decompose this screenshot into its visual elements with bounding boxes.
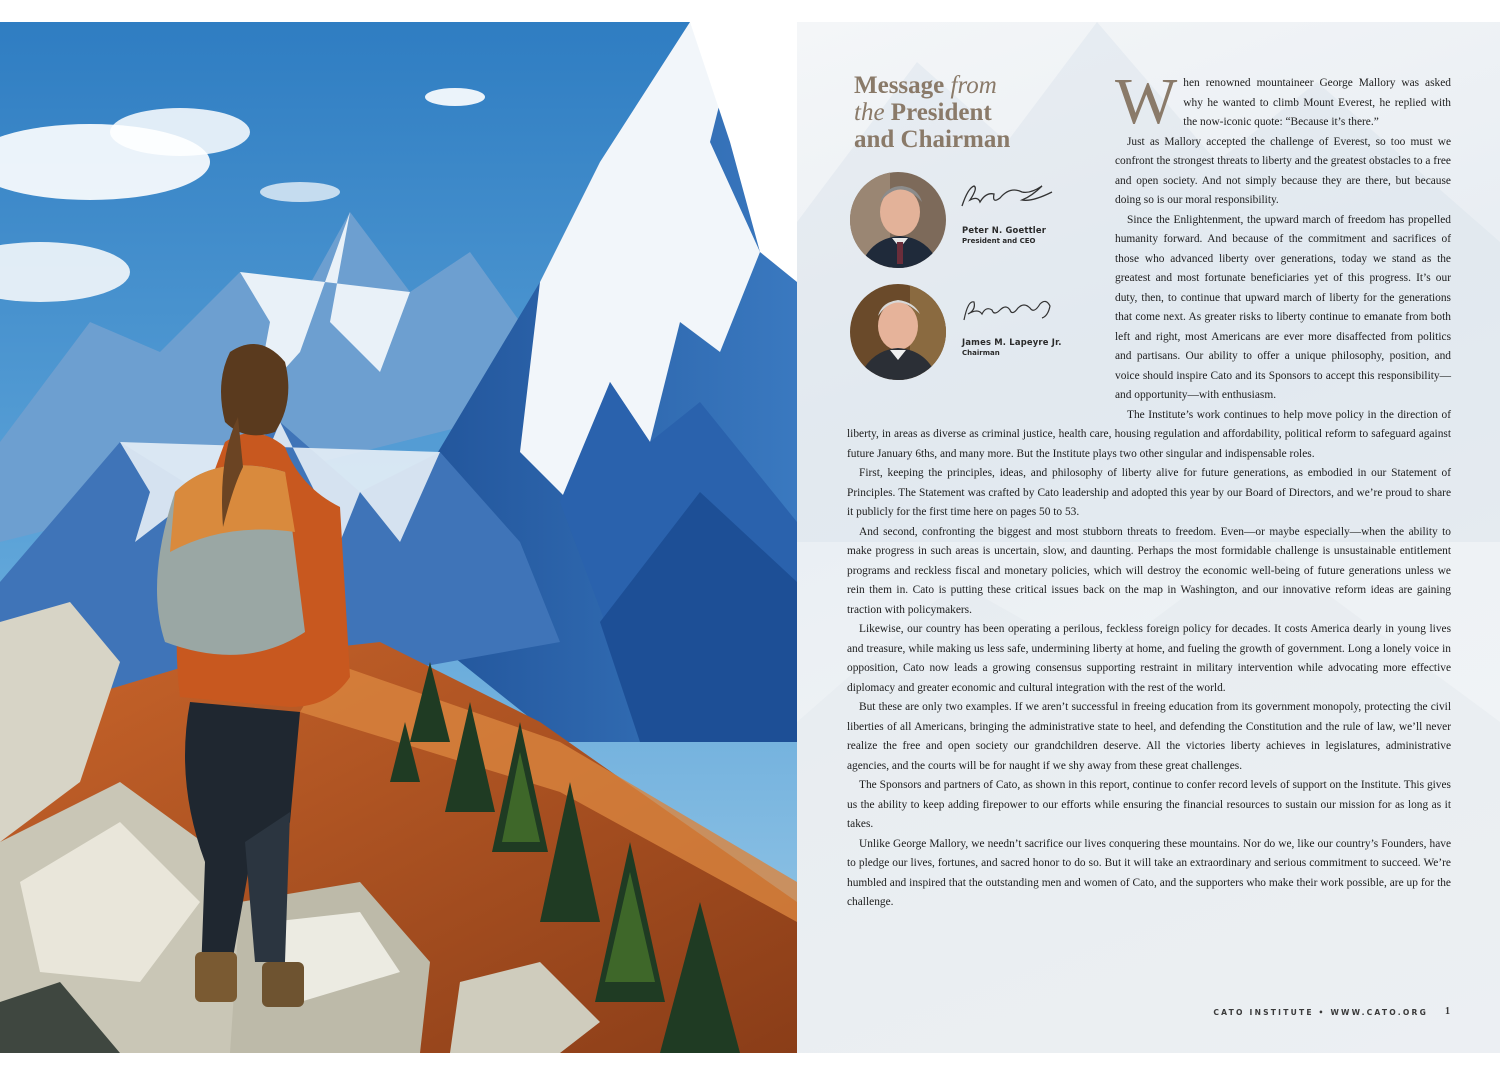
page-title: Message from the President and Chairman bbox=[854, 72, 1011, 153]
paragraph: Unlike George Mallory, we needn’t sacrifice our lives conquering these mountains. Nor do we, like our country’s Founders, have to pledge our lives, fortunes, and sacred honor to do so. But it will take an extraordinary and serious commitment to succeed. We’re humbled and inspired that the outstanding men and women of Cato, and the supporters who make their work possible, are up for the challenge. bbox=[847, 837, 1451, 908]
paragraph: Just as Mallory accepted the challenge of Everest, so too must we confront the strongest threats to liberty and the greatest obstacles to a free and open society. And not simply because they are there, but because doing so is our moral responsibility. bbox=[1115, 135, 1451, 206]
paragraph: hen renowned mountaineer George Mallory was asked why he wanted to climb Mount Everest, he replied with the now-iconic quote: “Because it’s there.” bbox=[1183, 77, 1451, 128]
footer-org: CATO INSTITUTE • WWW.CATO.ORG bbox=[1213, 1008, 1428, 1017]
paragraph: And second, confronting the biggest and most stubborn threats to freedom. Even—or maybe especially—when the ability to make progress in such areas is uncertain, slow, and daunting. Perhaps the most formidable challenge is unsustainable entitlement programs and reckless fiscal and monetary policies, which will destroy the economic well-being of future generations unless we rein them in. Cato is putting these critical issues back on the map in Washington, and our innovative reform ideas are gaining traction with policymakers. bbox=[847, 525, 1451, 616]
mountain-hiker-illustration bbox=[0, 22, 797, 1053]
letter-page bbox=[797, 22, 1500, 1053]
chairman-title: Chairman bbox=[962, 349, 1000, 357]
paragraph: Likewise, our country has been operating a perilous, feckless foreign policy for decades. It costs America dearly in young lives and treasure, while making us less safe, undermining liberty at home, and fueling the growth of government. Long a lonely voice in opposition, Cato now leads a growing consensus supporting restraint in military intervention while advocating more effective diplomacy and greater economic and cultural integration with the rest of the world. bbox=[847, 623, 1451, 694]
chairman-name: James M. Lapeyre Jr. bbox=[962, 337, 1062, 347]
drop-cap: W bbox=[1115, 65, 1178, 138]
letter-body bbox=[847, 65, 1451, 913]
paragraph: Since the Enlightenment, the upward march of freedom has propelled humanity forward. And because of the commitment and sacrifices of those who advanced liberty over generations, today we stand as the greatest and most fortunate beneficiaries yet of this progress. It’s our duty, then, to continue that upward march of liberty for the generations that come next. As greater risks to liberty continue to emanate from both left and right, most Americans are ever more disaffected from politics and partisans. Our ability to offer a unique philosophy, position, and voice should inspire Cato and its Sponsors to accept this responsibility—and opportunity—with enthusiasm. bbox=[1115, 213, 1451, 401]
paragraph: The Institute’s work continues to help move policy in the direction of liberty, in areas as diverse as criminal justice, health care, housing regulation and affordability, political reform to safeguard against future January 6ths, and many more. But the Institute plays two other singular and indispensable roles. bbox=[847, 408, 1451, 460]
page-number: 1 bbox=[1445, 1006, 1450, 1017]
magazine-spread bbox=[0, 22, 1500, 1053]
paragraph: But these are only two examples. If we aren’t successful in freeing education from its government monopoly, protecting the civil liberties of all Americans, bringing the administrative state to heel, and defending the Constitution and the rule of law, we’ll never realize the free and open society our grandchildren deserve. All the victories liberty achieves in legislatures, administrative agencies, and the courts will be for naught if we shy away from these great challenges. bbox=[847, 701, 1451, 772]
paragraph: The Sponsors and partners of Cato, as shown in this report, continue to confer record levels of support on the Institute. This gives us the ability to keep adding firepower to our efforts while ensuring the financial resources to sustain our mission for as long as it takes. bbox=[847, 779, 1451, 830]
paragraph: First, keeping the principles, ideas, and philosophy of liberty alive for future generations, as embodied in our Statement of Principles. The Statement was crafted by Cato leadership and adopted this year by our Board of Directors, and we’re proud to share it publicly for the first time here on pages 50 to 53. bbox=[847, 467, 1451, 518]
president-title: President and CEO bbox=[962, 237, 1036, 245]
president-name: Peter N. Goettler bbox=[962, 225, 1047, 235]
